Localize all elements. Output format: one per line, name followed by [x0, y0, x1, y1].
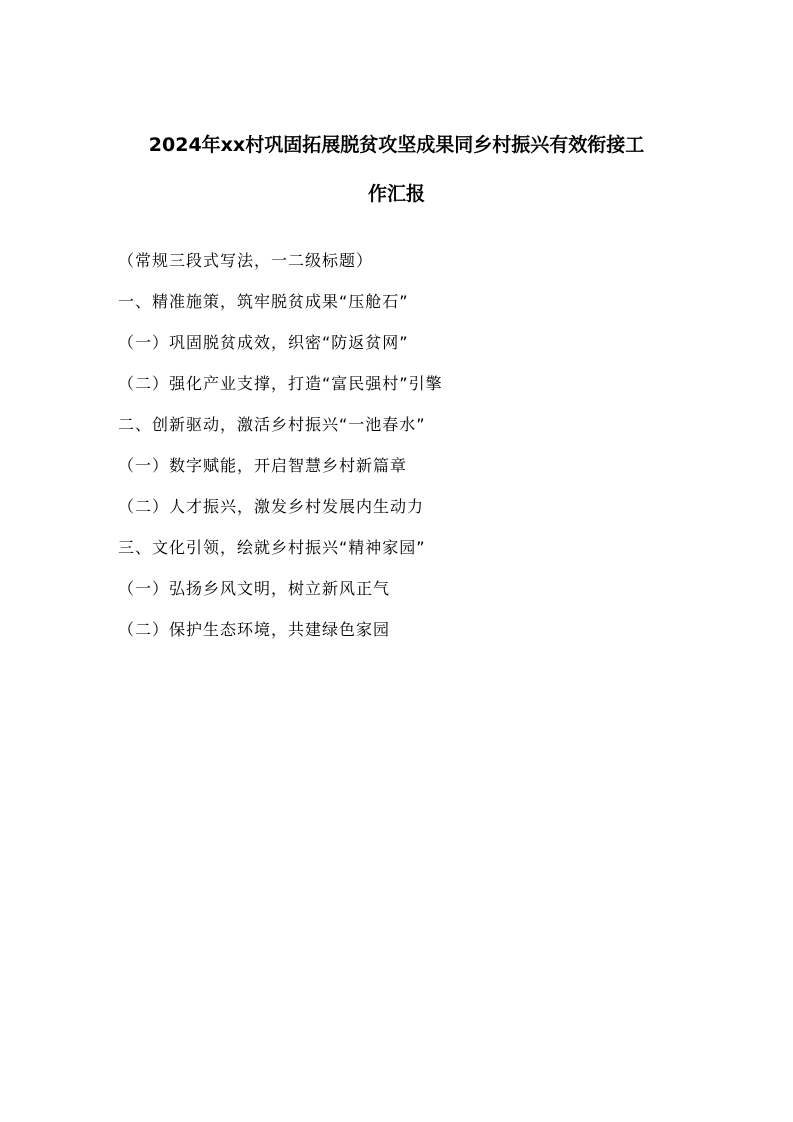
heading-level-2: （一）弘扬乡风文明，树立新风正气	[118, 579, 391, 598]
heading-level-2: （二）强化产业支撑，打造“富民强村”引擎	[118, 374, 443, 393]
heading-level-2: （二）人才振兴，激发乡村发展内生动力	[118, 497, 425, 516]
heading-level-2: （一）数字赋能，开启智慧乡村新篇章	[118, 456, 408, 475]
heading-level-2: （一）巩固脱贫成效，织密“防返贫网”	[118, 333, 409, 352]
heading-level-1: 三、文化引领，绘就乡村振兴“精神家园”	[118, 538, 426, 557]
heading-level-1: 二、创新驱动，激活乡村振兴“一池春水”	[118, 415, 426, 434]
heading-level-1: 一、精准施策，筑牢脱贫成果“压舱石”	[118, 292, 409, 311]
writing-note: （常规三段式写法，一二级标题）	[118, 251, 374, 270]
document-title-line-1: 2024年xx村巩固拓展脱贫攻坚成果同乡村振兴有效衔接工	[148, 134, 645, 156]
outline-list	[118, 249, 718, 659]
heading-level-2: （二）保护生态环境，共建绿色家园	[118, 620, 391, 639]
document-title-line-2: 作汇报	[367, 183, 425, 205]
